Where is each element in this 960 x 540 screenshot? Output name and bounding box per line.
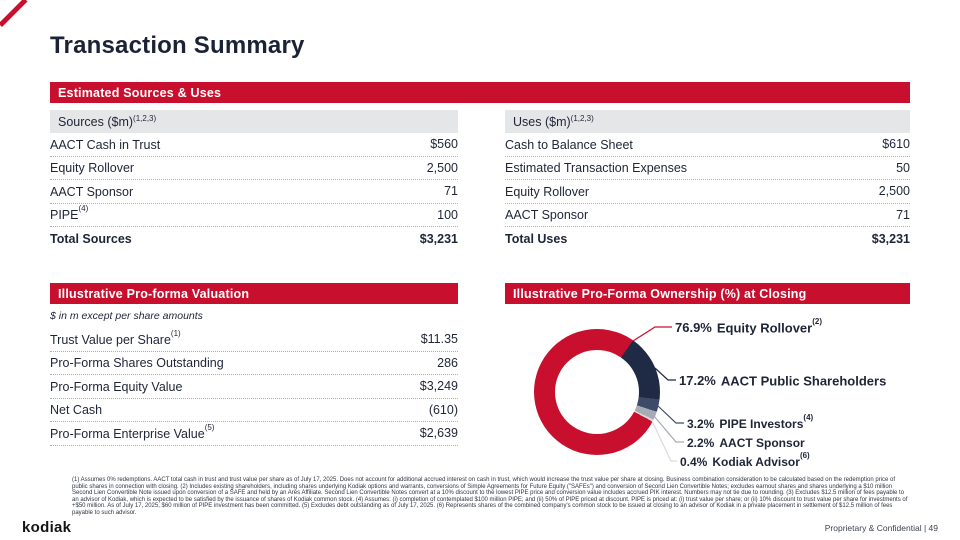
table-row — [505, 180, 910, 204]
ownership-banner-label: Illustrative Pro-Forma Ownership (%) at Closing — [513, 286, 807, 301]
table-row — [505, 133, 910, 157]
legend-item-equity-rollover: 76.9% Equity Rollover$^{(2)}$ — [675, 317, 823, 336]
row-value: 71 — [896, 207, 910, 222]
table-row — [50, 204, 458, 228]
row-label: Equity Rollover — [50, 161, 135, 176]
row-label: Pro-Forma Shares Outstanding — [50, 356, 224, 371]
row-label: AACT Cash in Trust — [50, 137, 161, 152]
row-label: Pro-Forma Enterprise Value$^{(5)}$ — [50, 422, 215, 441]
table-row — [505, 157, 910, 181]
row-label: Estimated Transaction Expenses — [505, 161, 688, 176]
table-row — [505, 204, 910, 228]
row-value: 71 — [444, 184, 458, 199]
uses-table — [505, 110, 910, 251]
row-value: 100 — [437, 207, 458, 222]
table-row — [50, 180, 458, 204]
table-row — [50, 399, 458, 423]
table-row-total — [50, 227, 458, 251]
kodiak-logo: kodiak — [22, 519, 72, 536]
page-title: Transaction Summary — [50, 32, 305, 59]
row-value: $610 — [882, 137, 910, 152]
row-label: Trust Value per Share$^{(1)}$ — [50, 328, 181, 347]
row-label: Pro-Forma Equity Value — [50, 379, 183, 394]
sources-header-label: Sources ($m) — [58, 114, 134, 129]
table-row — [50, 133, 458, 157]
ownership-chart — [505, 283, 910, 498]
valuation-banner-label: Illustrative Pro-forma Valuation — [58, 286, 250, 301]
valuation-banner — [50, 283, 458, 304]
sources-uses-banner-label: Estimated Sources & Uses — [58, 85, 222, 100]
table-row — [50, 375, 458, 399]
table-row — [50, 157, 458, 181]
row-label: Total Uses — [505, 231, 568, 246]
row-value: $3,231 — [871, 231, 910, 246]
sources-table-header: Sources ($m) $^{(1,2,3)}$ — [50, 110, 458, 133]
row-value: 2,500 — [878, 184, 910, 199]
row-value: $2,639 — [419, 426, 458, 441]
row-label: AACT Sponsor — [50, 184, 134, 199]
sources-uses-banner — [50, 82, 910, 103]
table-row — [50, 422, 458, 446]
table-row — [50, 328, 458, 352]
row-label: Cash to Balance Sheet — [505, 137, 633, 152]
row-value: 2,500 — [426, 160, 458, 175]
sources-table — [50, 110, 458, 251]
table-row — [50, 352, 458, 376]
valuation-table — [50, 304, 458, 446]
legend-item-aact-public: 17.2% AACT Public Shareholders — [679, 373, 887, 389]
uses-header-label: Uses ($m) — [513, 114, 571, 129]
row-value: $11.35 — [420, 332, 458, 347]
row-label: AACT Sponsor — [505, 208, 589, 223]
table-row-total — [505, 227, 910, 251]
footnotes: (1) Assumes 0% redemptions. AACT total cash in trust and trust value per share as of July 17, 2025. Does not account for additional accrued interest on cash in trust, which would increase the trust value per share at closing. Business combination consideration to be calculated based on the redemption price of public shares in connection with closing. (2) Includes existing shareholders, including shares underlying Kodiak options and warrants, conversions of Simple Agreements for Future Equity ("SAFEs") and conversion of Second Lien Convertible Notes; excludes earnout shares and shares underlying a $10 million Second Lien Convertible Note issued upon conversion of a SAFE and held by an Ares Affiliate. Second Lien Convertible Notes convert at a 10% discount to the lowest PIPE price and conversion value includes accrued PIK interest. Numbers may not tie due to rounding. (3) Excludes $12.5 million of fees payable to an advisor of Kodiak, which is expected to be satisfied by the issuance of shares of Kodiak common stock. (4) Assumes: (i) completion of contemplated $100 million PIPE; and (ii) 50% of PIPE priced at discount. PIPE is priced at: (i) trust value per share; or (ii) 10% discount to trust value per share for investments of +$50 million. As of July 17, 2025, $60 million of PIPE investment has been committed. (5) Excludes debt outstanding as of July 17, 2025. (6) Represents shares of the combined company's common stock to be issued at closing to an advisor of Kodiak in a private placement in settlement of $12.5 million of fees payable to such advisor. — [72, 477, 908, 516]
row-label: PIPE$^{(4)}$ — [50, 204, 89, 223]
uses-table-header: Uses ($m) $^{(1,2,3)}$ — [505, 110, 910, 133]
row-value: $560 — [430, 137, 458, 152]
row-value: $3,249 — [419, 379, 458, 394]
row-value: (610) — [428, 402, 458, 417]
legend-item-pipe-investors: 3.2% PIPE Investors$^{(4)}$ — [687, 413, 814, 431]
footer-confidential-label: Proprietary & Confidential | 49 — [824, 523, 938, 533]
row-value: 286 — [437, 355, 458, 370]
row-label: Equity Rollover — [505, 184, 590, 199]
valuation-note: $ in m except per share amounts — [50, 310, 203, 322]
row-label: Total Sources — [50, 231, 132, 246]
row-label: Net Cash — [50, 403, 103, 418]
legend-item-aact-sponsor: 2.2% AACT Sponsor — [687, 436, 805, 450]
legend-item-kodiak-advisor: 0.4% Kodiak Advisor$^{(6)}$ — [680, 451, 810, 469]
row-value: 50 — [896, 160, 910, 175]
row-value: $3,231 — [419, 231, 458, 246]
corner-accent — [0, 0, 27, 27]
